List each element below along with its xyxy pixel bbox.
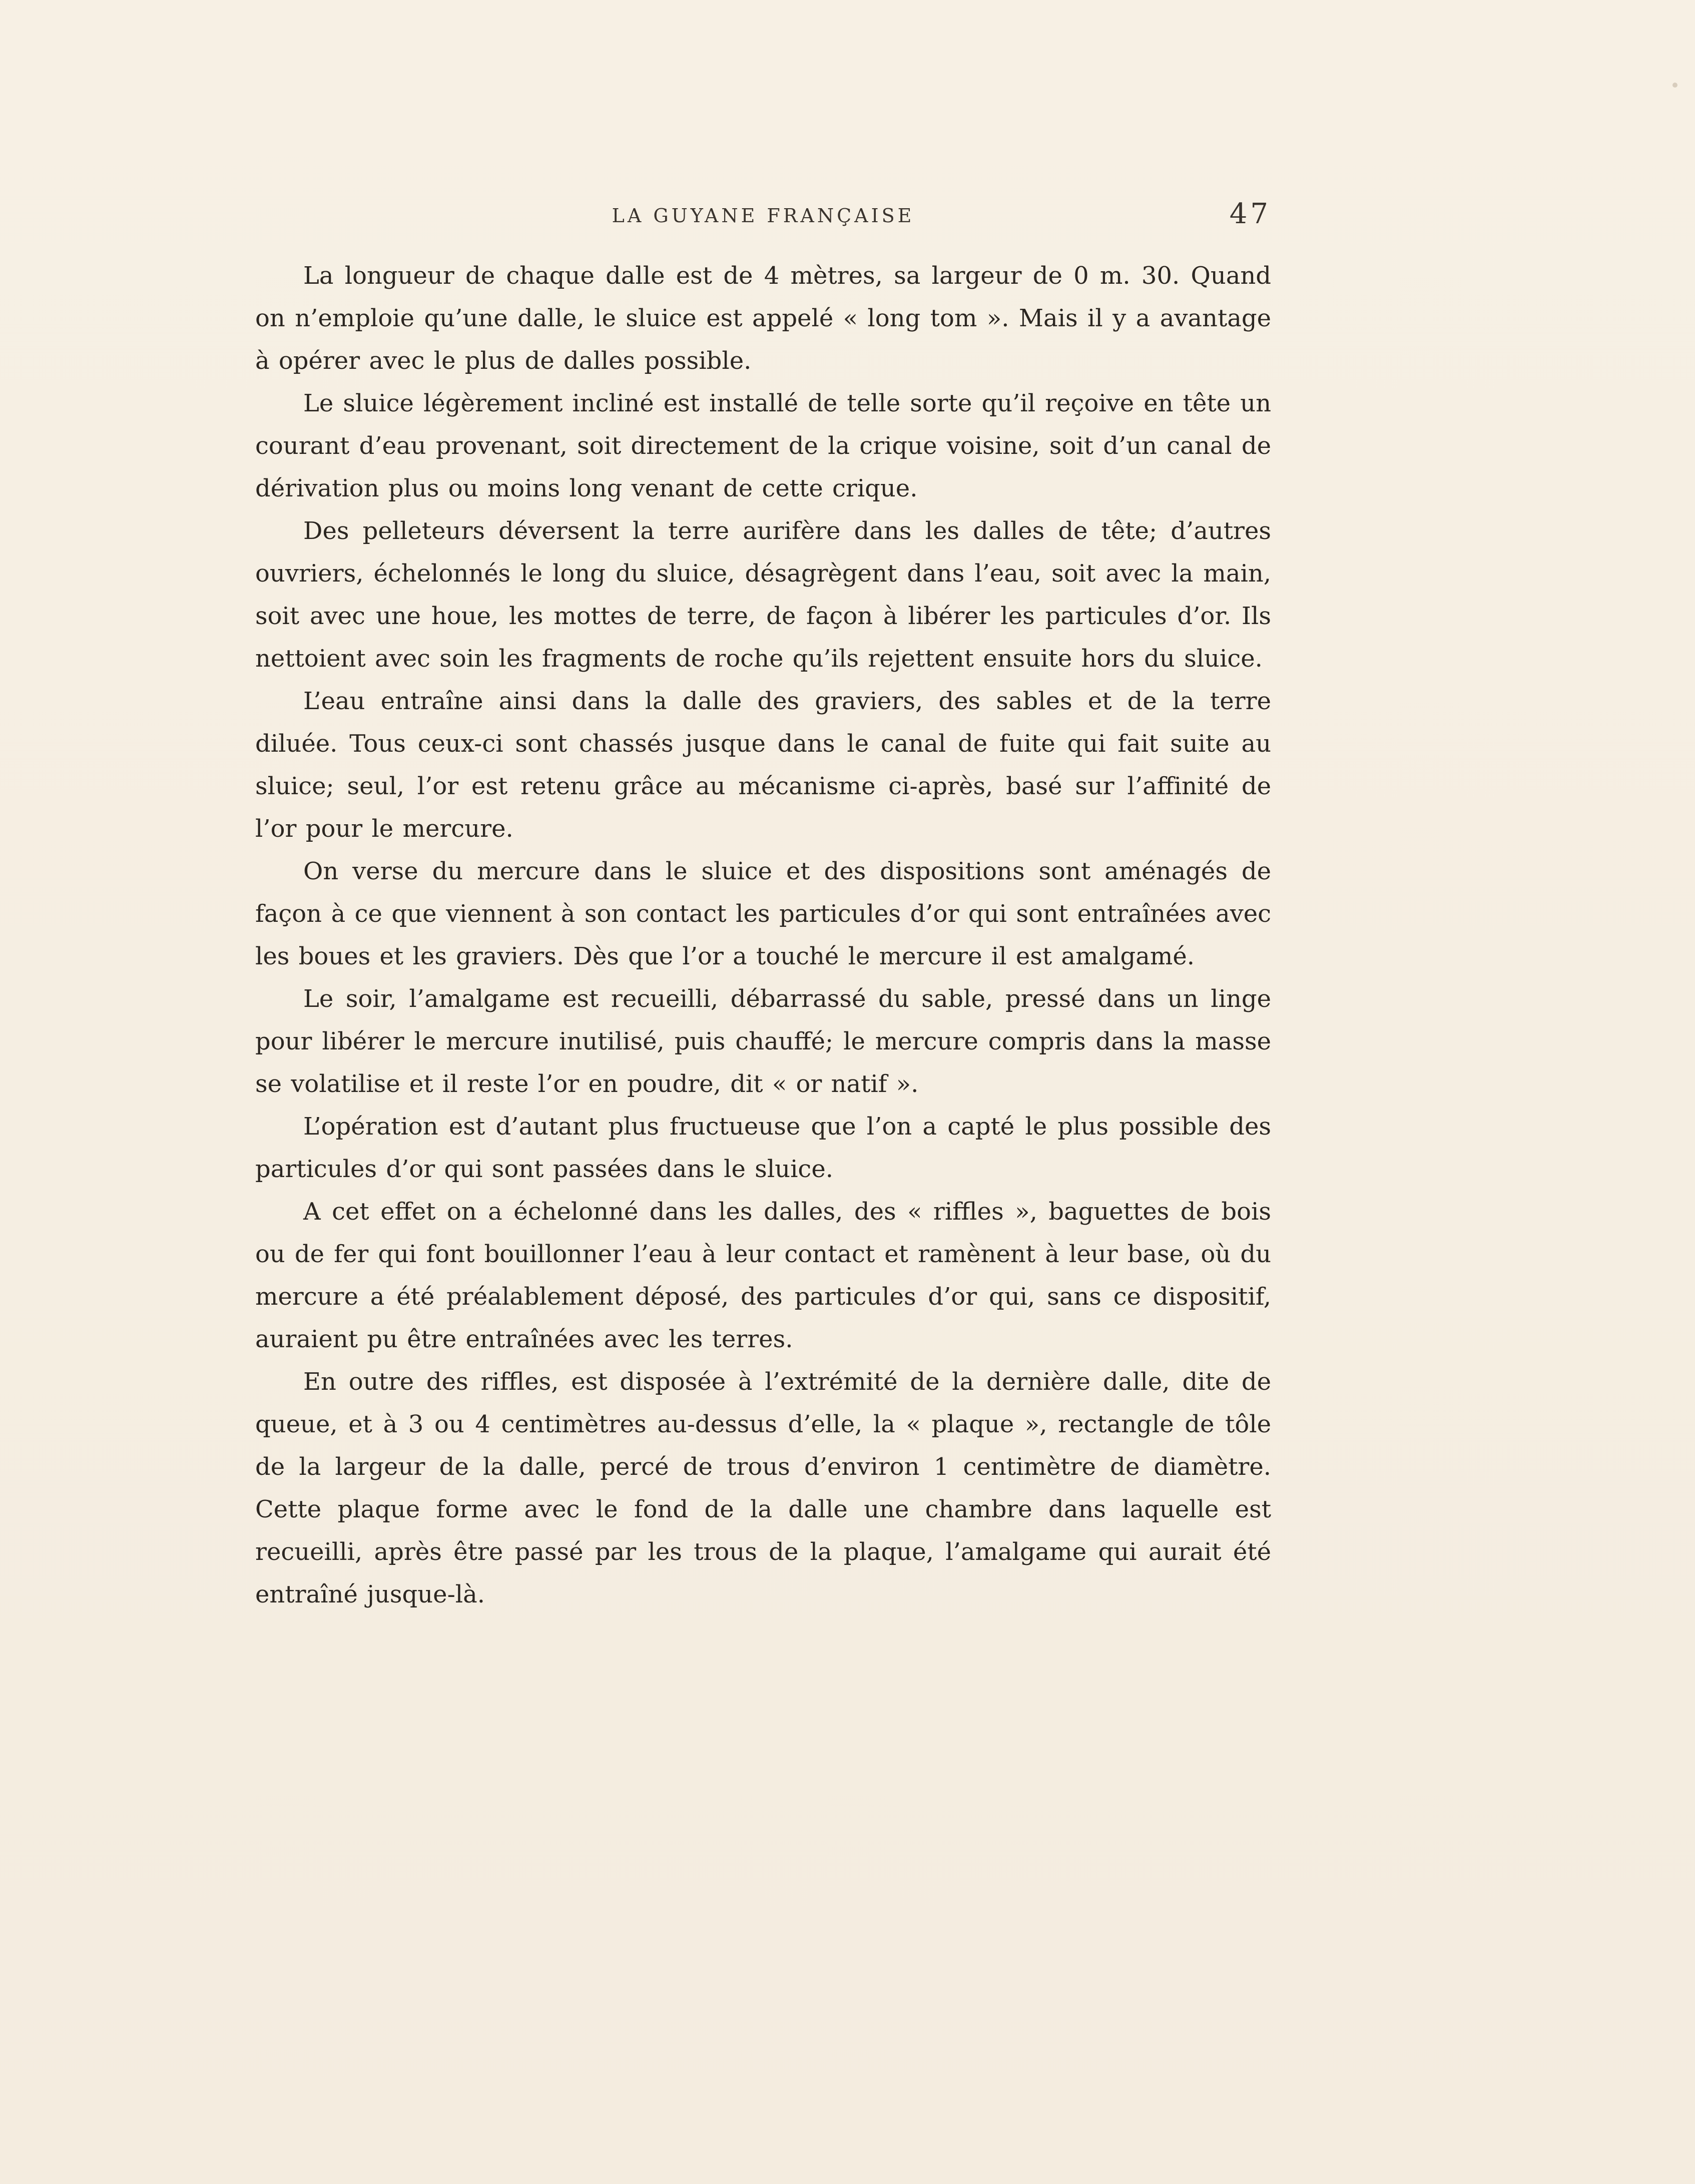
paragraph-2: Le sluice légèrement incliné est installé de telle sorte qu’il reçoive en tête un courant d’eau provenant, soit directement de la crique voisine, soit d’un canal de dérivation plus ou moins long venant de cette crique. bbox=[255, 389, 1271, 502]
page-number: 47 bbox=[1229, 198, 1271, 230]
running-header bbox=[255, 198, 1271, 253]
paragraph-1: La longueur de chaque dalle est de 4 mètres, sa largeur de 0 m. 30. Quand on n’emploie qu’une dalle, le sluice est appelé « long tom ». Mais il y a avantage à opérer avec le plus de dalles possible. bbox=[255, 262, 1271, 375]
paragraph-9: En outre des riffles, est disposée à l’extrémité de la dernière dalle, dite de queue, et à 3 ou 4 centimètres au-dessus d’elle, la « plaque », rectangle de tôle de la largeur de la dalle, percé de trous d’environ 1 centimètre de diamètre. Cette plaque forme avec le fond de la dalle une chambre dans laquelle est recueilli, après être passé par les trous de la plaque, l’amalgame qui aurait été entraîné jusque-là. bbox=[255, 1368, 1271, 1608]
running-title: LA GUYANE FRANÇAISE bbox=[612, 205, 915, 227]
paragraph-8: A cet effet on a échelonné dans les dalles, des « riffles », baguettes de bois ou de fer qui font bouillonner l’eau à leur contact et ramènent à leur base, où du mercure a été préalablement déposé, des particules d’or qui, sans ce dispositif, auraient pu être entraînées avec les terres. bbox=[255, 1198, 1271, 1353]
paragraph-5: On verse du mercure dans le sluice et des dispositions sont aménagés de façon à ce que viennent à son contact les particules d’or qui sont entraînées avec les boues et les graviers. Dès que l’or a touché le mercure il est amalgamé. bbox=[255, 857, 1271, 970]
paragraph-4: L’eau entraîne ainsi dans la dalle des graviers, des sables et de la terre diluée. Tous ceux-ci sont chassés jusque dans le canal de fuite qui fait suite au sluice; seul, l’or est retenu grâce au mécanisme ci-après, basé sur l’affinité de l’or pour le mercure. bbox=[255, 687, 1271, 843]
paragraph-3: Des pelleteurs déversent la terre aurifère dans les dalles de tête; d’autres ouvriers, échelonnés le long du sluice, désagrègent dans l’eau, soit avec la main, soit avec une houe, les mottes de terre, de façon à libérer les particules d’or. Ils nettoient avec soin les fragments de roche qu’ils rejettent ensuite hors du sluice. bbox=[255, 517, 1271, 673]
paper-speck bbox=[1672, 83, 1677, 88]
paragraph-7: L’opération est d’autant plus fructueuse que l’on a capté le plus possible des particules d’or qui sont passées dans le sluice. bbox=[255, 1113, 1271, 1183]
paragraph-6: Le soir, l’amalgame est recueilli, débarrassé du sable, pressé dans un linge pour libérer le mercure inutilisé, puis chauffé; le mercure compris dans la masse se volatilise et il reste l’or en poudre, dit « or natif ». bbox=[255, 985, 1271, 1098]
text-block bbox=[255, 198, 1271, 1616]
body-text bbox=[255, 255, 1271, 1616]
